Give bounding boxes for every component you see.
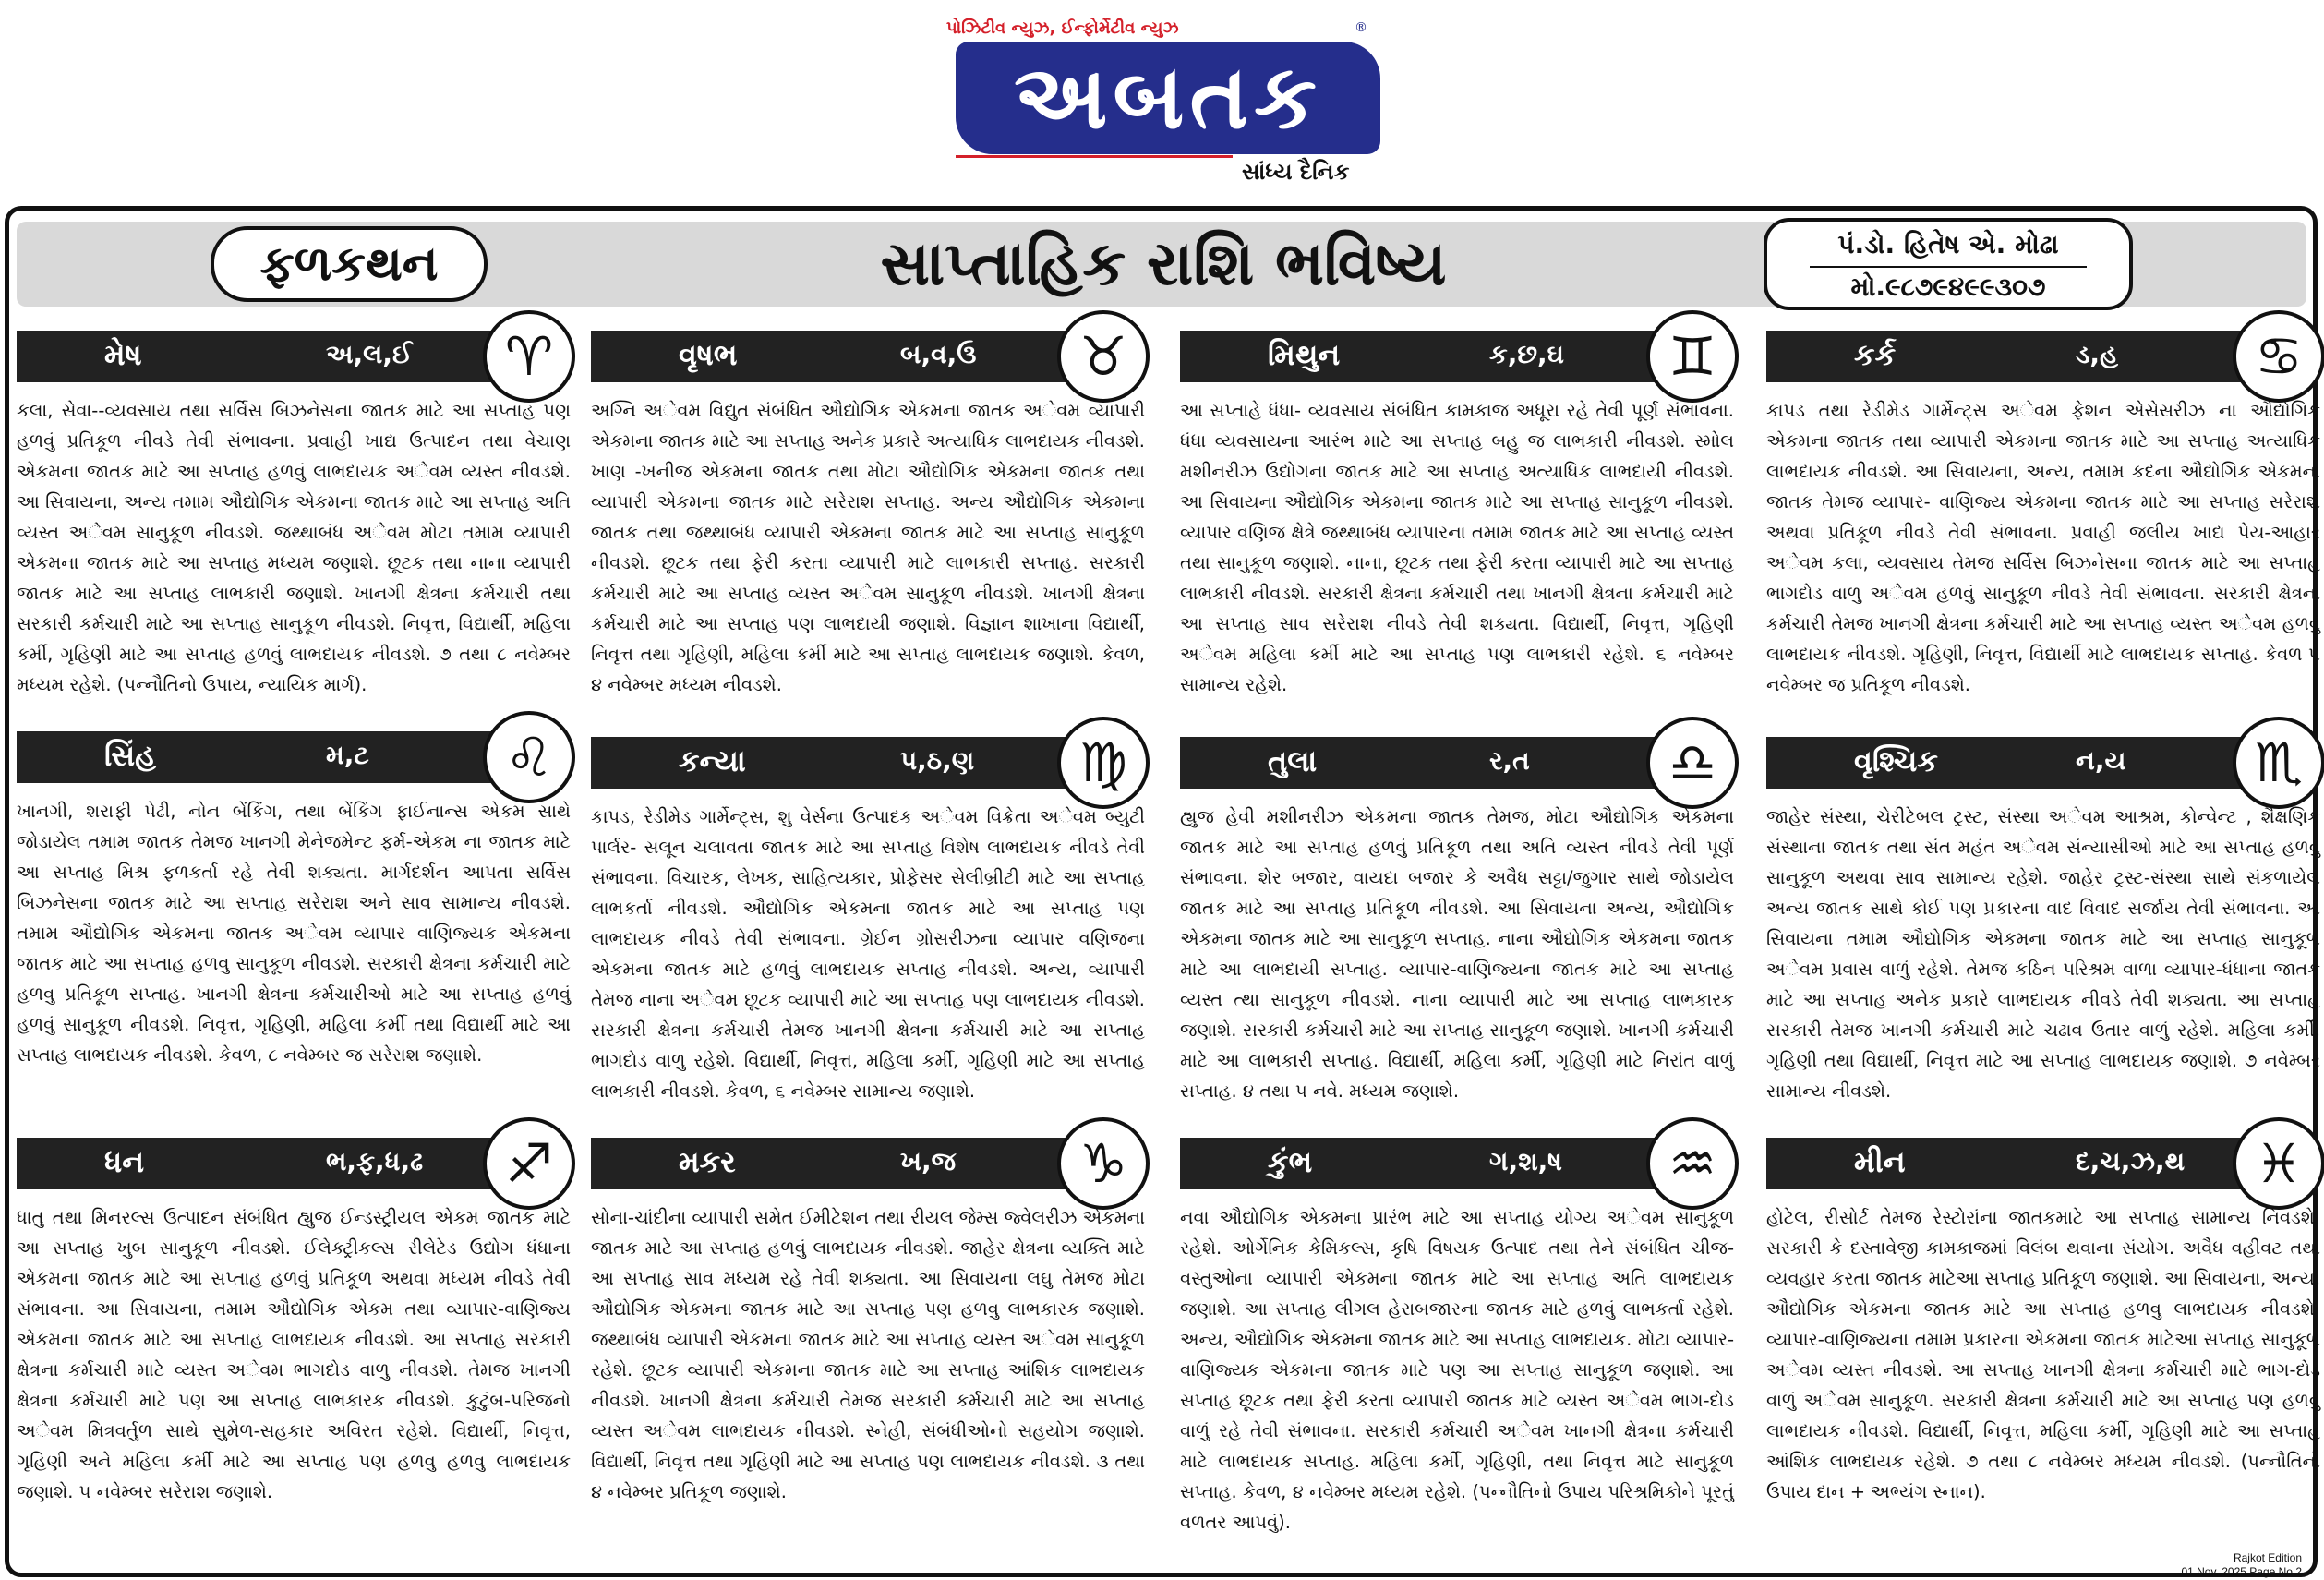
sign-letters: બ,વ,ઉ: [900, 339, 977, 369]
sign-forecast: અગ્નિ અેવમ વિદ્યુત સંબંધિત ઔદ્યોગિક એકમના જાતક અેવમ વ્યાપારી એકમના જાતક માટે આ સપ્તાહ અનેક પ્રકારે અત્યાધિક લાભદાયક નીવડશે. ખાણ -ખનીજ એકમના જાતક તથા મોટા ઔદ્યોગિક એકમના જાતક તથા વ્યાપારી એકમના જાતક માટે સરેરાશ સપ્તાહ. અન્ય ઔદ્યોગિક એકમના જાતક તથા જથ્થાબંધ વ્યાપારી એકમના જાતક માટે આ સપ્તાહ સાનુકૂળ નીવડશે. છૂટક તથા ફેરી કરતા વ્યાપારી માટે લાભકારી સપ્તાહ. સરકારી કર્મચારી માટે આ સપ્તાહ વ્યસ્ત અેવમ સાનુકૂળ નીવડશે. ખાનગી ક્ષેત્રના કર્મચારી માટે આ સપ્તાહ પણ લાભદાયી જણાશે. વિજ્ઞાન શાખાના વિદ્યાર્થી, નિવૃત્ત તથા ગૃહિણી, મહિલા કર્મી માટે આ સપ્તાહ લાભદાયક જણાશે. કેવળ, ૪ નવેમ્બર મધ્યમ નીવડશે.: [591, 400, 1145, 695]
virgin-icon: ♍: [1057, 717, 1150, 809]
sign-forecast: ખાનગી, શરાફી પેઢી, નોન બેંકિંગ, તથા બેંકિંગ ફાઈનાન્સ એકમ સાથે જોડાયેલ તમામ જાતક તેમજ ખાનગી મેનેજમેન્ટ ફર્મ-એકમ ના જાતક માટે આ સપ્તાહ મિશ્ર ફળકર્તા રહે તેવી શક્યતા. માર્ગદર્શન આપતા સર્વિસ બિઝનેસના જાતક માટે આ સપ્તાહ સરેરાશ અને સાવ સામાન્ય નીવડશે. તમામ ઔદ્યોગિક એકમના જાતક અેવમ વ્યાપાર વાણિજ્યક એકમના જાતક માટે આ સપ્તાહ હળવુ સાનુકૂળ નીવડશે. સરકારી ક્ષેત્રના કર્મચારી માટે હળવુ પ્રતિકૂળ સપ્તાહ. ખાનગી ક્ષેત્રના કર્મચારીઓ માટે આ સપ્તાહ હળવું હળવું સાનુકૂળ નીવડશે. નિવૃત્ત, ગૃહિણી, મહિલા કર્મી તથા વિદ્યાર્થી માટે આ સપ્તાહ લાભદાયક નીવડશે. કેવળ, ૮ નવેમ્બર જ સરેરાશ જણાશે.: [17, 801, 571, 1066]
scales-icon: ♎: [1646, 717, 1739, 809]
masthead-tagline: પોઝિટીવ ન્યુઝ, ઈન્ફોર્મેટીવ ન્યુઝ: [946, 18, 1179, 38]
sign-name: કુંભ: [1268, 1144, 1313, 1179]
sign-letters: ન,ય: [2076, 745, 2126, 776]
sign-forecast: આ સપ્તાહે ધંધા- વ્યવસાય સંબંધિત કામકાજ અધૂરા રહે તેવી પૂર્ણ સંભાવના. ધંધા વ્યવસાયના આરંભ માટે આ સપ્તાહ બહુ જ લાભકારી નીવડશે. સ્મોલ મશીનરીઝ ઉદ્યોગના જાતક માટે આ સપ્તાહ અત્યાધિક લાભદાયી નીવડશે. આ સિવાયના ઔદ્યોગિક એકમના જાતક માટે આ સપ્તાહ સાનુકૂળ નીવડશે. વ્યાપાર વણિજ ક્ષેત્રે જથ્થાબંધ વ્યાપારના તમામ જાતક માટે આ સપ્તાહ વ્યસ્ત તથા સાનુકૂળ જણાશે. નાના, છૂટક તથા ફેરી કરતા વ્યાપારી માટે આ સપ્તાહ લાભકારી નીવડશે. સરકારી ક્ષેત્રના કર્મચારી તથા ખાનગી ક્ષેત્રના કર્મચારી માટે આ સપ્તાહ સાવ સરેરાશ નીવડે તેવી શક્યતા. વિદ્યાર્થી, નિવૃત્ત, ગૃહિણી અેવમ મહિલા કર્મી માટે આ સપ્તાહ પણ લાભકારી રહેશે. ૬ નવેમ્બર સામાન્ય રહેશે.: [1180, 400, 1734, 695]
sign-letters: દ,ચ,ઝ,થ: [2076, 1146, 2186, 1176]
sign-name: ધન: [104, 1144, 145, 1179]
sign-header: [17, 731, 534, 783]
sign-forecast: કલા, સેવા--વ્યવસાય તથા સર્વિસ બિઝનેસના જાતક માટે આ સપ્તાહ પણ હળવું પ્રતિકૂળ નીવડે તેવી સંભાવના. પ્રવાહી ખાદ્ય ઉત્પાદન તથા વેચાણ એકમના જાતક માટે આ સપ્તાહ હળવું લાભદાયક અેવમ વ્યસ્ત નીવડશે. આ સિવાયના, અન્ય તમામ ઔદ્યોગિક એકમના જાતક માટે આ સપ્તાહ અતિ વ્યસ્ત અેવમ સાનુકૂળ નીવડશે. જથ્થાબંધ અેવમ મોટા તમામ વ્યાપારી એકમના જાતક માટે આ સપ્તાહ મધ્યમ જણાશે. છૂટક તથા નાના વ્યાપારી જાતક માટે આ સપ્તાહ લાભકારી જણાશે. ખાનગી ક્ષેત્રના કર્મચારી તથા સરકારી કર્મચારી માટે આ સપ્તાહ સાનુકૂળ નીવડશે. નિવૃત્ત, વિદ્યાર્થી, મહિલા કર્મી, ગૃહિણી માટે આ સપ્તાહ હળવું લાભદાયક નીવડશે. ૭ તથા ૮ નવેમ્બર મધ્યમ રહેશે. (પન્નૌતિનો ઉપાય, ન્યાયિક માર્ગ).: [17, 400, 571, 695]
sign-name: મકર: [679, 1144, 736, 1179]
sign-forecast: કાપડ, રેડીમેડ ગાર્મેન્ટ્સ, શુ વેર્સના ઉત્પાદક અેવમ વિક્રેતા અેવમ બ્યુટી પાર્લર- સલૂન ચલાવતા જાતક માટે આ સપ્તાહ વિશેષ લાભદાયક નીવડે તેવી સંભાવના. વિચારક, લેખક, સાહિત્યકાર, પ્રોફેસર સેલીબ્રીટી માટે આ સપ્તાહ લાભકર્તા નીવડશે. ઔદ્યોગિક એકમના જાતક માટે આ સપ્તાહ પણ લાભદાયક નીવડે તેવી સંભાવના. ગ્રેઈન ગ્રોસરીઝના વ્યાપાર વણિજના એકમના જાતક માટે હળવું લાભદાયક સપ્તાહ નીવડશે. અન્ય, વ્યાપારી તેમજ નાના અેવમ છૂટક વ્યાપારી માટે આ સપ્તાહ પણ લાભદાયક નીવડશે. સરકારી ક્ષેત્રના કર્મચારી તેમજ ખાનગી ક્ષેત્રના કર્મચારી માટે આ સપ્તાહ ભાગદોડ વાળુ રહેશે. વિદ્યાર્થી, નિવૃત્ત, મહિલા કર્મી, ગૃહિણી માટે આ સપ્તાહ લાભકારી નીવડશે. કેવળ, ૬ નવેમ્બર સામાન્ય જણાશે.: [591, 806, 1145, 1102]
sign-forecast: હ્યુજ હેવી મશીનરીઝ એકમના જાતક તેમજ, મોટા ઔદ્યોગિક એકમના જાતક માટે આ સપ્તાહ હળવું પ્રતિકૂળ તથા અતિ વ્યસ્ત નીવડે તેવી પૂર્ણ સંભાવના. શેર બજાર, વાયદા બજાર કે અવૈધ સટ્ટા/જુગાર સાથે જોડાયેલ જાતક માટે આ સપ્તાહ પ્રતિકૂળ નીવડશે. આ સિવાયના અન્ય, ઔદ્યોગિક એકમના જાતક માટે આ સાનુકૂળ સપ્તાહ. નાના ઔદ્યોગિક એકમના જાતક માટે આ લાભદાયી સપ્તાહ. વ્યાપાર-વાણિજ્યના જાતક માટે આ સપ્તાહ વ્યસ્ત ત્થા સાનુકૂળ નીવડશે. નાના વ્યાપારી માટે આ સપ્તાહ લાભકારક જણાશે. સરકારી કર્મચારી માટે આ સપ્તાહ સાનુકૂળ જણાશે. ખાનગી કર્મચારી માટે આ લાભકારી સપ્તાહ. વિદ્યાર્થી, મહિલા કર્મી, ગૃહિણી માટે નિરાંત વાળું સપ્તાહ. ૪ તથા ૫ નવે. મધ્યમ જણાશે.: [1180, 806, 1734, 1102]
sign-header: [591, 737, 1108, 789]
page-footer: [2181, 1551, 2302, 1579]
sign-letters: અ,લ,ઈ: [326, 339, 413, 369]
sign-name: કન્યા: [679, 743, 746, 778]
sign-name: તુલા: [1268, 743, 1318, 778]
sign-header: [1180, 1138, 1697, 1189]
sign-name: સિંહ: [104, 738, 156, 773]
sign-header: [591, 331, 1108, 382]
sign-letters: ભ,ફ,ધ,ઢ: [326, 1146, 424, 1176]
lion-icon: ♌: [483, 711, 575, 803]
edition-label: Rajkot Edition: [2233, 1551, 2302, 1564]
newspaper-logo: અબતક: [956, 42, 1380, 154]
twins-icon: ♊: [1646, 310, 1739, 403]
sign-header: [1766, 1138, 2283, 1189]
sign-name: વૃશ્ચિક: [1854, 743, 1938, 778]
sign-header: [1180, 331, 1697, 382]
sign-forecast: ધાતુ તથા મિનરલ્સ ઉત્પાદન સંબંધિત હ્યુજ ઈન્ડસ્ટ્રીયલ એકમ જાતક માટે આ સપ્તાહ ખુબ સાનુકૂળ નીવડશે. ઈલેક્ટ્રીકલ્સ રીલેટેડ ઉદ્યોગ ધંધાના એકમના જાતક માટે આ સપ્તાહ હળવું પ્રતિકૂળ અથવા મધ્યમ નીવડે તેવી સંભાવના. આ સિવાયના, તમામ ઔદ્યોગિક એકમ તથા વ્યાપાર-વાણિજ્ય એકમના જાતક માટે આ સપ્તાહ લાભદાયક નીવડશે. આ સપ્તાહ સરકારી ક્ષેત્રના કર્મચારી માટે વ્યસ્ત અેવમ ભાગદોડ વાળુ નીવડશે. તેમજ ખાનગી ક્ષેત્રના કર્મચારી માટે પણ આ સપ્તાહ લાભકારક નીવડશે. કુટુંબ-પરિજનો અેવમ મિત્રવર્તુળ સાથે સુમેળ-સહકાર અવિરત રહેશે. વિદ્યાર્થી, નિવૃત્ત, ગૃહિણી અને મહિલા કર્મી માટે આ સપ્તાહ પણ હળવુ હળવુ લાભદાયક જણાશે. ૫ નવેમ્બર સરેરાશ જણાશે.: [17, 1207, 571, 1502]
scorpion-icon: ♏: [2233, 717, 2324, 809]
sign-header: [1180, 737, 1697, 789]
sign-forecast: જાહેર સંસ્થા, ચેરીટેબલ ટ્રસ્ટ, સંસ્થા અેવમ આશ્રમ, કોન્વેન્ટ , શૈક્ષણિક સંસ્થાના જાતક તથા સંત મહંત અેવમ સંન્યાસીઓ માટે આ સપ્તાહ હળવુ સાનુકૂળ અથવા સાવ સામાન્ય રહેશે. જાહેર ટ્રસ્ટ-સંસ્થા સાથે સંકળાયેલ અન્ય જાતક સાથે કોઈ પણ પ્રકારના વાદ વિવાદ સર્જાય તેવી સંભાવના. આ સિવાયના તમામ ઔદ્યોગિક એકમના જાતક માટે આ સપ્તાહ સાનુકૂળ અેવમ પ્રવાસ વાળું રહેશે. તેમજ કઠિન પરિશ્રમ વાળા વ્યાપાર-ધંધાના જાતક માટે આ સપ્તાહ અનેક પ્રકારે લાભદાયક નીવડે તેવી શક્યતા. આ સપ્તાહ સરકારી તેમજ ખાનગી કર્મચારી માટે ચઢાવ ઉતાર વાળું રહેશે. મહિલા કર્મી, ગૃહિણી તથા વિદ્યાર્થી, નિવૃત્ત માટે આ સપ્તાહ લાભદાયક જણાશે. ૭ નવેમ્બર સામાન્ય નીવડશે.: [1766, 806, 2320, 1102]
page-title: સાપ્તાહિક રાશિ ભવિષ્ય: [880, 227, 1447, 299]
sign-header: [1766, 737, 2283, 789]
author-divider: [1810, 266, 2087, 268]
registered-mark: ®: [1355, 20, 1367, 35]
sign-letters: ગ,શ,ષ: [1489, 1146, 1562, 1176]
author-phone: મો.૯૮૭૯૪૯૯૩૦૭: [1850, 271, 2046, 302]
crab-icon: ♋: [2233, 310, 2324, 403]
sign-name: કર્ક: [1854, 337, 1897, 372]
sign-header: [1766, 331, 2283, 382]
sign-letters: ડ,હ: [2076, 339, 2118, 369]
sign-letters: ક,છ,ઘ: [1489, 339, 1564, 369]
sign-name: મિથુન: [1268, 337, 1341, 372]
sign-name: મીન: [1854, 1144, 1906, 1179]
archer-icon: ♐: [483, 1117, 575, 1210]
sign-forecast: સોના-ચાંદીના વ્યાપારી સમેત ઈમીટેશન તથા રીયલ જેમ્સ જ્વેલરીઝ એકમના જાતક માટે આ સપ્તાહ હળવું લાભદાયક નીવડશે. જાહેર ક્ષેત્રના વ્યક્તિ માટે આ સપ્તાહ સાવ મધ્યમ રહે તેવી શક્યતા. આ સિવાયના લઘુ તેમજ મોટા ઔદ્યોગિક એકમના જાતક માટે આ સપ્તાહ પણ હળવુ લાભકારક જણાશે. જથ્થાબંધ વ્યાપારી એકમના જાતક માટે આ સપ્તાહ વ્યસ્ત અેવમ સાનુકૂળ રહેશે. છૂટક વ્યાપારી એકમના જાતક માટે આ સપ્તાહ આંશિક લાભદાયક નીવડશે. ખાનગી ક્ષેત્રના કર્મચારી તેમજ સરકારી કર્મચારી માટે આ સપ્તાહ વ્યસ્ત અેવમ લાભદાયક નીવડશે. સ્નેહી, સંબંધીઓનો સહયોગ જણાશે. વિદ્યાર્થી, નિવૃત્ત તથા ગૃહિણી માટે આ સપ્તાહ પણ લાભદાયક નીવડશે. ૩ તથા ૪ નવેમ્બર પ્રતિકૂળ જણાશે.: [591, 1207, 1145, 1502]
sign-letters: ર,ત: [1489, 745, 1530, 776]
sign-forecast: હોટેલ, રીસોર્ટ તેમજ રેસ્ટોરાંના જાતકમાટે આ સપ્તાહ સામાન્ય નિવડશે. સરકારી કે દસ્તાવેજી કામકાજમાં વિલંબ થવાના સંયોગ. અવૈધ વહીવટ તથા વ્યવહાર કરતા જાતક માટેઆ સપ્તાહ પ્રતિકૂળ જણાશે. આ સિવાયના, અન્ય, ઔદ્યોગિક એકમના જાતક માટે આ સપ્તાહ હળવુ લાભદાયક નીવડશે. વ્યાપાર-વાણિજ્યના તમામ પ્રકારના એકમના જાતક માટેઆ સપ્તાહ સાનુકૂળ અેવમ વ્યસ્ત નીવડશે. આ સપ્તાહ ખાનગી ક્ષેત્રના કર્મચારી માટે ભાગ-દોડ વાળું અેવમ સાનુકૂળ. સરકારી ક્ષેત્રના કર્મચારી માટે આ સપ્તાહ પણ હળવું લાભદાયક નીવડશે. વિદ્યાર્થી, નિવૃત્ત, મહિલા કર્મી, ગૃહિણી માટે આ સપ્તાહ આંશિક લાભદાયક રહેશે. ૭ તથા ૮ નવેમ્બર મધ્યમ નીવડશે. (પન્નૌતિનો ઉપાય દાન + અભ્યંગ સ્નાન).: [1766, 1207, 2320, 1502]
sign-forecast: કાપડ તથા રેડીમેડ ગાર્મેન્ટ્સ અેવમ ફેશન એસેસરીઝ ના ઔદ્યોગિક એકમના જાતક તથા વ્યાપારી એકમના જાતક માટે આ સપ્તાહ અત્યાધિક લાભદાયક નીવડશે. આ સિવાયના, અન્ય, તમામ કદના ઔદ્યોગિક એકમના જાતક તેમજ વ્યાપાર- વાણિજ્ય એકમના જાતક માટે આ સપ્તાહ સરેરાશ અથવા પ્રતિકૂળ નીવડે તેવી સંભાવના. પ્રવાહી જલીય ખાદ્ય પેય-આહાર અેવમ કલા, વ્યવસાય તેમજ સર્વિસ બિઝનેસના જાતક માટે આ સપ્તાહ ભાગદોડ વાળુ અેવમ હળવું સાનુકૂળ નીવડે તેવી સંભાવના. સરકારી ક્ષેત્રના કર્મચારી તેમજ ખાનગી ક્ષેત્રના કર્મચારી માટે આ સપ્તાહ વ્યસ્ત અેવમ હળવું લાભદાયક નીવડશે. ગૃહિણી, નિવૃત્ત, વિદ્યાર્થી માટે લાભદાયક સપ્તાહ. કેવળ ૫ નવેમ્બર જ પ્રતિકૂળ નીવડશે.: [1766, 400, 2320, 695]
sign-name: વૃષભ: [679, 337, 738, 372]
author-name: પં.ડો. હિતેષ એ. મોઢા: [1837, 229, 2059, 259]
date-page-label: 01 Nov, 2025 Page No.2: [2181, 1565, 2302, 1578]
sign-letters: મ,ટ: [326, 740, 369, 770]
sign-header: [591, 1138, 1108, 1189]
sign-header: [17, 1138, 534, 1189]
ram-icon: ♈: [483, 310, 575, 403]
sign-forecast: નવા ઔદ્યોગિક એકમના પ્રારંભ માટે આ સપ્તાહ યોગ્ય અેવમ સાનુકૂળ રહેશે. ઓર્ગેનિક કેમિકલ્સ, કૃષિ વિષયક ઉત્પાદ તથા તેને સંબંધિત ચીજ-વસ્તુઓના વ્યાપારી એકમના જાતક માટે આ સપ્તાહ અતિ લાભદાયક જણાશે. આ સપ્તાહ લીગલ હેરાબજારના જાતક માટે હળવું લાભકર્તા રહેશે. અન્ય, ઔદ્યોગિક એકમના જાતક માટે આ સપ્તાહ લાભદાયક. મોટા વ્યાપાર-વાણિજ્યક એકમના જાતક માટે પણ આ સપ્તાહ સાનુકૂળ જણાશે. આ સપ્તાહ છૂટક તથા ફેરી કરતા વ્યાપારી જાતક માટે વ્યસ્ત અેવમ ભાગ-દોડ વાળું રહે તેવી સંભાવના. સરકારી કર્મચારી અેવમ ખાનગી ક્ષેત્રના કર્મચારી માટે લાભદાયક સપ્તાહ. મહિલા કર્મી, ગૃહિણી, તથા નિવૃત્ત માટે સાનુકૂળ સપ્તાહ. કેવળ, ૪ નવેમ્બર મધ્યમ રહેશે. (પન્નૌતિનો ઉપાય પરિશ્રમિકોને પૂરતું વળતર આપવું).: [1180, 1207, 1734, 1533]
bull-icon: ♉: [1057, 310, 1150, 403]
fish-icon: ♓: [2233, 1117, 2324, 1210]
masthead: [0, 0, 2324, 208]
masthead-subtag: સાંધ્ય દૈનિક: [1242, 159, 1350, 185]
goat-icon: ♑: [1057, 1117, 1150, 1210]
section-label: ફળકથન: [211, 226, 488, 302]
sign-letters: પ,ઠ,ણ: [900, 745, 975, 776]
water-bearer-icon: ♒: [1646, 1117, 1739, 1210]
sign-name: મેષ: [104, 337, 142, 372]
masthead-rule: [956, 155, 1233, 158]
author-box: [1764, 218, 2133, 310]
sign-header: [17, 331, 534, 382]
sign-letters: ખ,જ: [900, 1146, 957, 1176]
